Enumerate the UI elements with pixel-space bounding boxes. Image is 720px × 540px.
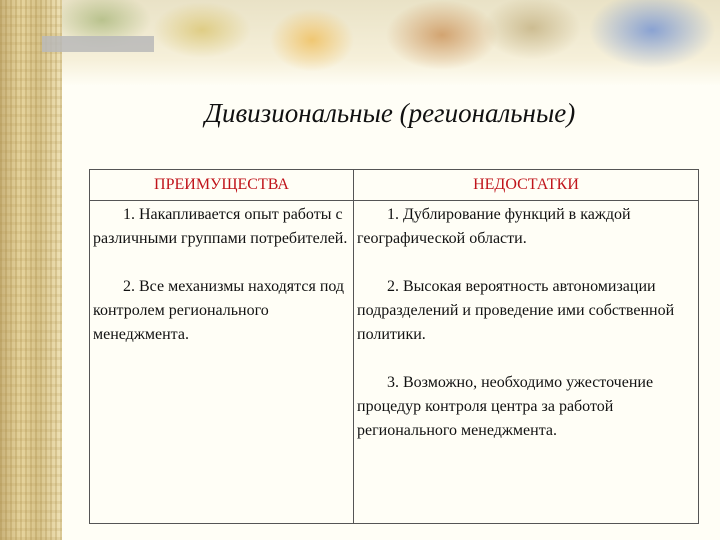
advantages-cell xyxy=(90,201,354,524)
disadvantage-item: 2. Высокая вероятность автономизации подразделений и проведение ими собственной политики. xyxy=(357,278,675,343)
decorative-grey-bar xyxy=(42,36,154,52)
advantage-item: 2. Все механизмы находятся под контролем регионального менеджмента. xyxy=(93,278,345,343)
disadvantages-cell xyxy=(354,201,699,524)
slide-title: Дивизиональные (региональные) xyxy=(204,98,576,128)
header-disadvantages: НЕДОСТАТКИ xyxy=(354,170,699,201)
header-advantages: ПРЕИМУЩЕСТВА xyxy=(90,170,354,201)
disadvantage-item: 1. Дублирование функций в каждой географической области. xyxy=(357,206,631,247)
decorative-left-strip xyxy=(0,0,62,540)
table-row xyxy=(90,201,699,524)
decorative-top-banner xyxy=(62,0,720,86)
advantage-item: 1. Накапливается опыт работы с различными группами потребителей. xyxy=(93,206,348,247)
table-header-row xyxy=(90,170,699,201)
comparison-table xyxy=(89,169,699,524)
disadvantage-item: 3. Возможно, необходимо ужесточение процедур контроля центра за работой регионального менеджмента. xyxy=(357,374,654,439)
